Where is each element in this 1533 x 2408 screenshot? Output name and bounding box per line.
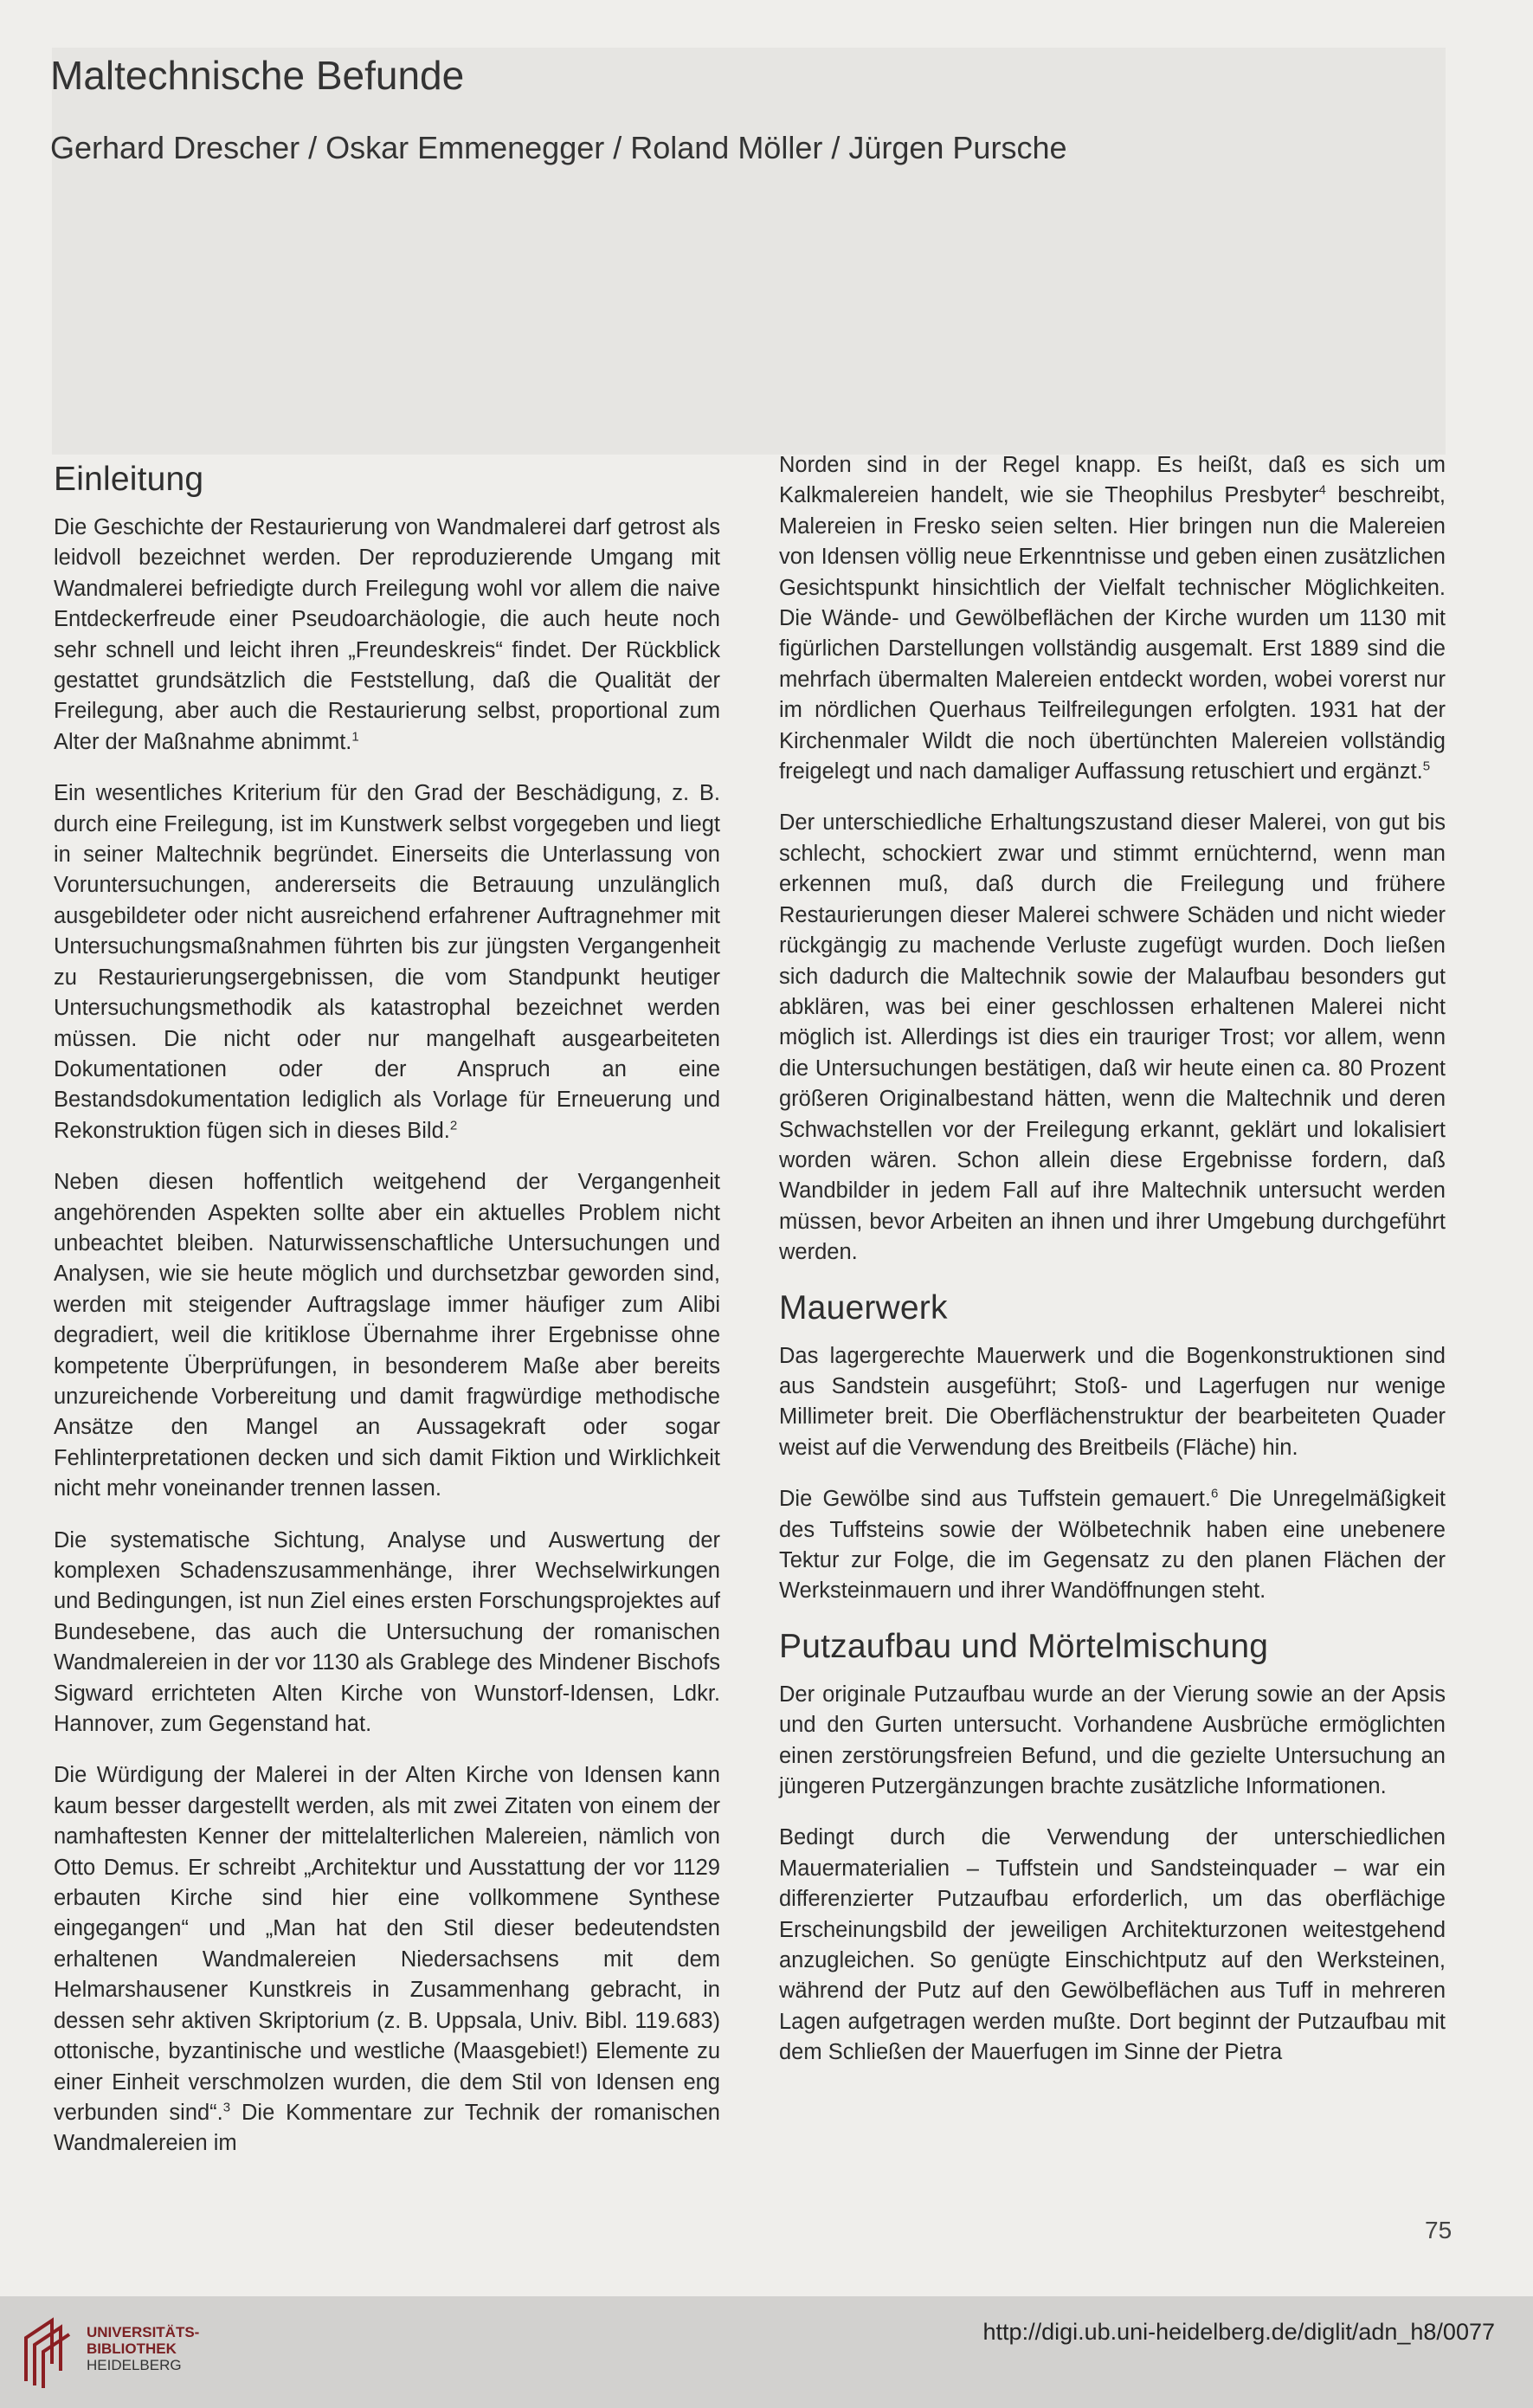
heading-einleitung: Einleitung <box>54 461 204 498</box>
library-name-line: HEIDELBERG <box>87 2357 182 2373</box>
page-title: Maltechnische Befunde <box>50 53 465 98</box>
paragraph: Bedingt durch die Verwendung der unterschiedlichen Mauermaterialien – Tuffstein und Sandsteinquader – war ein differenzierter Putzaufbau erforderlich, um das oberflächige Erscheinungsbild der jeweiligen Architekturzonen weitestgehend anzugleichen. So genügte Einschichtputz auf den Werksteinen, während der Putz auf den Gewölbeflächen aus Tuff in mehreren Lagen aufgetragen werden mußte. Dort beginnt der Putzaufbau mit dem Schließen der Mauerfugen im Sinne der Pietra <box>779 1825 1446 2065</box>
footnote-ref: 4 <box>1318 482 1326 498</box>
footer-bar <box>0 2296 1533 2408</box>
heading-mauerwerk: Mauerwerk <box>779 1288 948 1327</box>
library-name-line: UNIVERSITÄTS- <box>87 2324 200 2340</box>
library-name[interactable] <box>87 2324 199 2373</box>
paragraph: Die systematische Sichtung, Analyse und Auswertung der komplexen Schadenszusammenhänge, ihrer Wechselwirkungen und Bedingungen, ist nun Ziel eines ersten Forschungsprojektes auf Bundesebene, das auch die Untersuchung der romanischen Wandmalereien in der vor 1130 als Grablege des Mindener Bischofs Sigward errichteten Alten Kirche von Wunstorf-Idensen, Ldkr. Hannover, zum Gegenstand hat. <box>54 1527 720 1737</box>
paragraph: Die Gewölbe sind aus Tuffstein gemauert.$^6$ Die Unregelmäßigkeit des Tuffsteins sowie der Wölbetechnik haben eine unebenere Tektur zur Folge, die im Gegensatz zu den planen Flächen der Werksteinmauern und ihrer Wandöffnungen steht. <box>779 1486 1446 1604</box>
paragraph: Der unterschiedliche Erhaltungszustand dieser Malerei, von gut bis schlecht, schockiert zwar und stimmt ernüchternd, wenn man erkennen muß, daß durch die Freilegung und frühere Restaurierungen dieser Malerei schwere Schäden und nicht wieder rückgängig zu machende Verluste zugefügt wurden. Doch ließen sich dadurch die Maltechnik sowie der Malaufbau besonders gut abklären, was bei einer geschlossen erhaltenen Malerei nicht möglich ist. Allerdings ist dies ein trauriger Trost; vor allem, wenn die Untersuchungen bestätigen, daß wir heute einen ca. 80 Prozent größeren Originalbestand hätten, wenn die Maltechnik und deren Schwachstellen vor der Freilegung erkannt, geklärt und lokalisiert worden wären. Schon allein diese Ergebnisse fordern, daß Wandbilder in jedem Fall auf ihre Maltechnik untersucht werden müssen, bevor Arbeiten an ihnen und ihrer Umgebung durchgeführt werden. <box>779 810 1446 1265</box>
paragraph: Die Geschichte der Restaurierung von Wandmalerei darf getrost als leidvoll bezeichnet werden. Der reproduzierende Umgang mit Wandmalerei befriedigte durch Freilegung wohl vor allem die naive Entdeckerfreude einer Pseudoarchäologie, die auch heute noch sehr schnell und leicht ihren „Freundeskreis“ findet. Der Rückblick gestattet grundsätzlich die Feststellung, daß die Qualität der Freilegung, aber auch die Restaurierung selbst, proportional zum Alter der Maßnahme abnimmt.$^1$ <box>54 515 720 754</box>
right-column <box>779 450 1446 2089</box>
footnote-ref: 2 <box>449 1118 458 1133</box>
heading-putzaufbau: Putzaufbau und Mörtelmischung <box>779 1627 1269 1665</box>
paragraph: Norden sind in der Regel knapp. Es heißt, daß es sich um Kalkmalereien handelt, wie sie Theophilus Presbyter$^4$ beschreibt, Malereien in Fresko seien selten. Hier bringen nun die Malereien von Idensen völlig neue Erkenntnisse und geben einen zusätzlichen Gesichtspunkt hinsichtlich der Vielfalt technischer Möglichkeiten. Die Wände- und Gewölbeflächen der Kirche wurden um 1130 mit figürlichen Darstellungen vollständig ausgemalt. Erst 1889 sind die mehrfach übermalten Malereien entdeckt worden, wobei vorerst nur im nördlichen Querhaus Teilfreilegungen erfolgten. 1931 hat der Kirchenmaler Wildt die noch übertünchten Malereien vollständig freigelegt und nach damaliger Auffassung retuschiert und ergänzt.$^5$ <box>779 453 1446 784</box>
footnote-ref: 3 <box>222 2100 231 2115</box>
page-number: 75 <box>1425 2217 1452 2243</box>
paragraph: Ein wesentliches Kriterium für den Grad der Beschädigung, z. B. durch eine Freilegung, ist im Kunstwerk selbst vorgegeben und liegt in seiner Maltechnik begründet. Einerseits die Unterlassung von Voruntersuchungen, andererseits die Betrauung unzulänglich ausgebildeter oder nicht ausreichend erfahrener Auftragnehmer mit Untersuchungsmaßnahmen führten bis zur jüngsten Vergangenheit zu Restaurierungsergebnissen, die vom Standpunkt heutiger Untersuchungsmethodik als katastrophal bezeichnet werden müssen. Die nicht oder nur mangelhaft ausgearbeiteten Dokumentationen oder der Anspruch an eine Bestandsdokumentation lediglich als Vorlage für Erneuerung und Rekonstruktion fügen sich in dieses Bild.$^2$ <box>54 781 720 1143</box>
paragraph: Neben diesen hoffentlich weitgehend der Vergangenheit angehörenden Aspekten sollte aber ein aktuelles Problem nicht unbeachtet bleiben. Naturwissenschaftliche Untersuchungen und Analysen, wie sie heute möglich und durchsetzbar geworden sind, werden mit steigender Auftragslage immer häufiger zum Alibi degradiert, weil die kritiklose Übernahme ihrer Ergebnisse ohne kompetente Überprüfungen, in besonderem Maße aber bereits unzureichende Vorbereitung und damit fragwürdige methodische Ansätze den Mangel an Aussagekraft oder sogar Fehlinterpretationen decken und sich damit Fiktion und Wirklichkeit nicht mehr voneinander trennen lassen. <box>54 1170 720 1501</box>
ub-heidelberg-logo-icon[interactable] <box>17 2312 74 2390</box>
paragraph: Das lagergerechte Mauerwerk und die Bogenkonstruktionen sind aus Sandstein ausgeführt; Stoß- und Lagerfugen nur wenige Millimeter breit. Die Oberflächenstruktur der bearbeiteten Quader weist auf die Verwendung des Breitbeils (Fläche) hin. <box>779 1343 1446 1460</box>
footnote-ref: 6 <box>1210 1486 1219 1501</box>
header-image-area <box>52 48 1446 455</box>
left-column <box>54 461 720 2180</box>
footnote-ref: 1 <box>351 729 359 745</box>
library-name-line: BIBLIOTHEK <box>87 2340 177 2357</box>
paragraph: Der originale Putzaufbau wurde an der Vierung sowie an der Apsis und den Gurten untersucht. Vorhandene Ausbrüche ermöglichten einen zerstörungsfreien Befund, und die gezielte Untersuchung an jüngeren Putzergänzungen brachte zusätzliche Informationen. <box>779 1682 1446 1799</box>
source-url-link[interactable]: http://digi.ub.uni-heidelberg.de/diglit/adn_h8/0077 <box>982 2319 1495 2345</box>
footnote-ref: 5 <box>1422 759 1431 774</box>
paragraph: Die Würdigung der Malerei in der Alten Kirche von Idensen kann kaum besser dargestellt werden, als mit zwei Zitaten von einem der namhaftesten Kenner der mittelalterlichen Malereien, nämlich von Otto Demus. Er schreibt „Architektur und Ausstattung der vor 1129 erbauten Kirche sind hier eine vollkommene Synthese eingegangen“ und „Man hat den Stil dieser bedeutendsten erhaltenen Wandmalereien Niedersachsens mit dem Helmarshausener Kunstkreis in Zusammenhang gebracht, in dessen sehr aktiven Skriptorium (z. B. Uppsala, Univ. Bibl. 119.683) ottonische, byzantinische und westliche (Maasgebiet!) Elemente zu einer Einheit verschmolzen wurden, die dem Stil von Idensen eng verbunden sind“.$^3$ Die Kommentare zur Technik der romanischen Wandmalereien im <box>54 1763 720 2156</box>
authors: Gerhard Drescher / Oskar Emmenegger / Roland Möller / Jürgen Pursche <box>50 130 1067 165</box>
